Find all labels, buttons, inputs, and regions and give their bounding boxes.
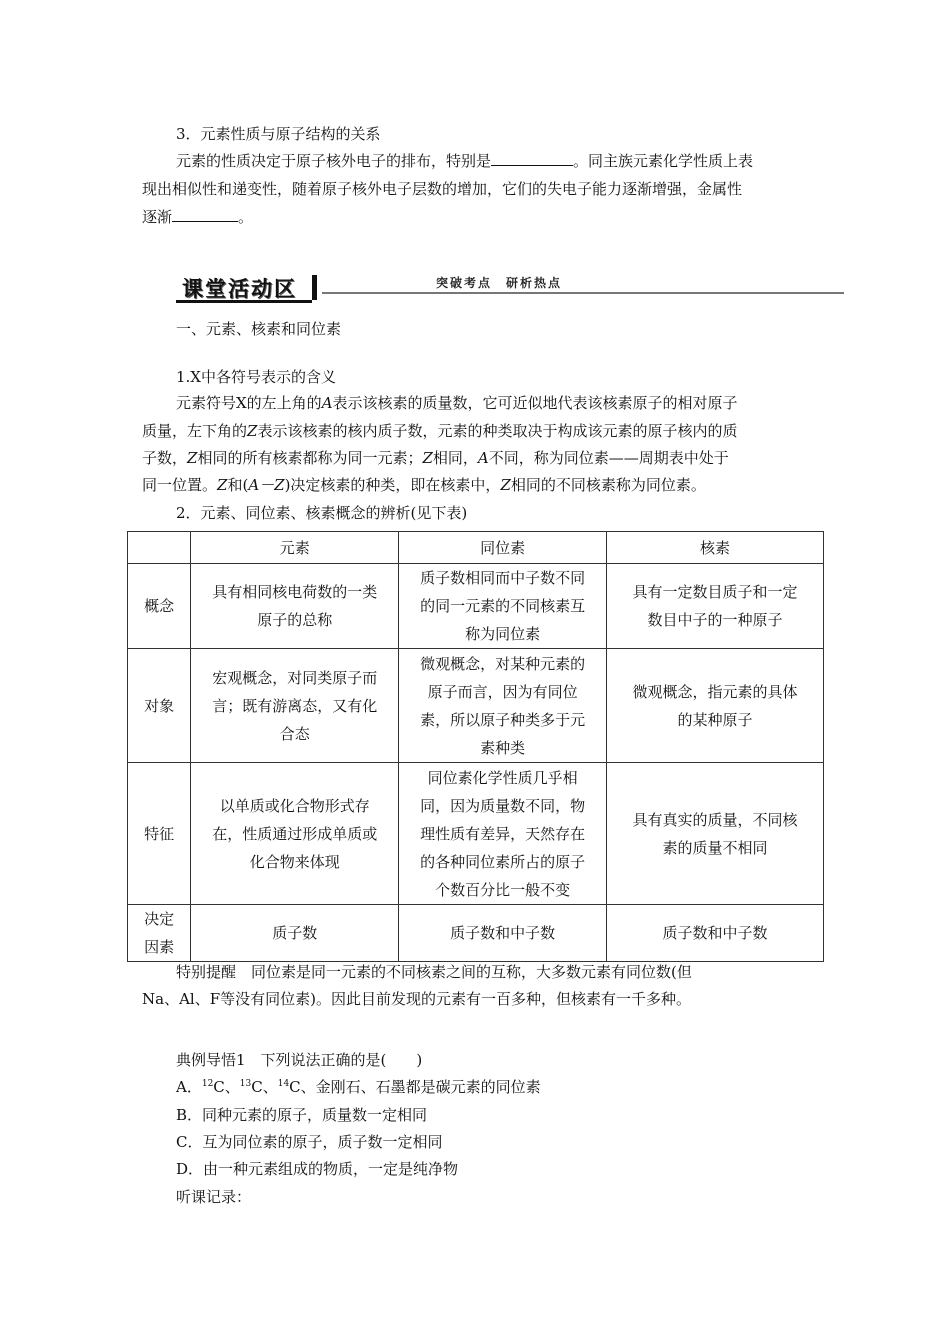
row-label: 对象 (128, 649, 191, 763)
paragraph-line: 质量，左下角的Z表示该核素的核内质子数，元素的种类取决于构成该元素的原子核内的质 (142, 422, 738, 440)
banner-title: 课堂活动区 (182, 277, 297, 301)
table-cell: 质子数 (191, 905, 399, 962)
comparison-table (127, 531, 824, 962)
table-row (128, 564, 824, 649)
note-line: Na、Al、F等没有同位素)。因此目前发现的元素有一百多种，但核素有一千多种。 (142, 990, 691, 1008)
table-cell: 质子数相同而中子数不同 的同一元素的不同核素互 称为同位素 (399, 564, 607, 649)
table-cell: 具有一定数目质子和一定 数目中子的一种原子 (607, 564, 824, 649)
table-row (128, 763, 824, 905)
banner-divider (312, 275, 317, 300)
table-cell: 质子数和中子数 (607, 905, 824, 962)
paragraph-line: 同一位置。Z和(A－Z)决定核素的种类，即在核素中，Z相同的不同核素称为同位素。 (142, 476, 706, 494)
sub-heading: 1.X中各符号表示的含义 (176, 368, 336, 386)
record-label: 听课记录： (176, 1188, 252, 1206)
row-label: 决定 因素 (128, 905, 191, 962)
table-cell: 具有相同核电荷数的一类 原子的总称 (191, 564, 399, 649)
option-c: C．互为同位素的原子，质子数一定相同 (176, 1133, 443, 1151)
note-line: 特别提醒 同位素是同一元素的不同核素之间的互称，大多数元素有同位数(但 (176, 963, 692, 981)
paragraph-line: 元素的性质决定于原子核外电子的排布，特别是 。同主族元素化学性质上表 (176, 152, 754, 170)
table-header-cell (128, 532, 191, 564)
section-heading-3: 3．元素性质与原子结构的关系 (176, 125, 381, 143)
table-cell: 宏观概念，对同类原子而 言；既有游离态，又有化 合态 (191, 649, 399, 763)
table-header-cell: 核素 (607, 532, 824, 564)
table-row (128, 905, 824, 962)
blank-underline (172, 207, 238, 222)
paragraph-line: 子数，Z相同的所有核素都称为同一元素；Z相同，A不同，称为同位素——周期表中处于 (142, 449, 729, 467)
paragraph-line: 元素符号X的左上角的A表示该核素的质量数，它可近似地代表该核素原子的相对原子 (176, 394, 738, 412)
table-cell: 以单质或化合物形式存 在，性质通过形成单质或 化合物来体现 (191, 763, 399, 905)
table-cell: 微观概念，指元素的具体 的某种原子 (607, 649, 824, 763)
table-header-row (128, 532, 824, 564)
paragraph-line: 逐渐 。 (142, 208, 254, 226)
section-banner (176, 272, 844, 302)
row-label: 概念 (128, 564, 191, 649)
option-d: D．由一种元素组成的物质，一定是纯净物 (176, 1160, 459, 1178)
banner-subtitle: 突破考点 研析热点 (436, 276, 563, 290)
table-row (128, 649, 824, 763)
section-heading: 一、元素、核素和同位素 (176, 320, 342, 338)
banner-box (176, 272, 312, 303)
table-cell: 具有真实的质量，不同核 素的质量不相同 (607, 763, 824, 905)
sub-heading: 2．元素、同位素、核素概念的辨析(见下表) (176, 504, 468, 522)
table-header-cell: 元素 (191, 532, 399, 564)
table-cell: 微观概念，对某种元素的 原子而言，因为有同位 素，所以原子种类多于元 素种类 (399, 649, 607, 763)
option-b: B．同种元素的原子，质量数一定相同 (176, 1106, 428, 1124)
example-question: 典例导悟1 下列说法正确的是( ) (176, 1051, 423, 1069)
blank-underline (491, 151, 573, 166)
paragraph-line: 现出相似性和递变性，随着原子核外电子层数的增加，它们的失电子能力逐渐增强，金属性 (142, 180, 743, 198)
row-label: 特征 (128, 763, 191, 905)
table-header-cell: 同位素 (399, 532, 607, 564)
option-a: A．$^{12}$C、$^{13}$C、$^{14}$C、金刚石、石墨都是碳元素的同位素 (176, 1078, 541, 1096)
table-cell: 同位素化学性质几乎相 同，因为质量数不同，物 理性质有差异，天然存在 的各种同位素所占的原子 个数百分比一般不变 (399, 763, 607, 905)
table-cell: 质子数和中子数 (399, 905, 607, 962)
banner-rule (322, 292, 844, 294)
